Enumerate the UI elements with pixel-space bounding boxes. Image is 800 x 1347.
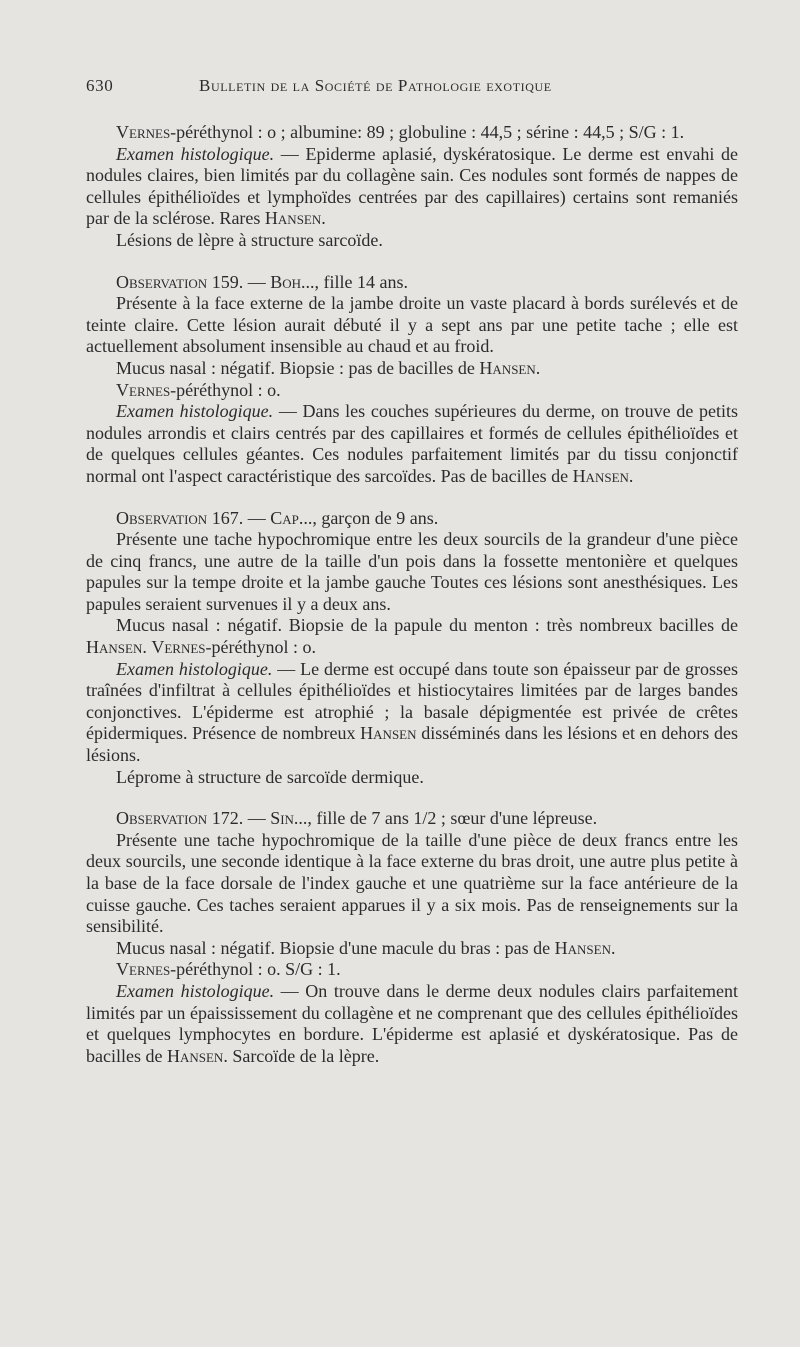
patient-name: Cap xyxy=(270,507,299,528)
section-heading: Examen histologique. xyxy=(116,658,273,679)
text-run: ..., fille de 7 ans 1/2 ; sœur d'une lépreuse. xyxy=(293,808,598,829)
paragraph xyxy=(86,380,738,402)
text-run: — Epiderme aplasié, dyskératosique. Le derme est envahi de nodules claires, bien limités par du collagène sain. Ces nodules sont formés de nappes de cellules épithélioïdes et lymphoïdes centrées par des capillaires) certains sont remaniés par de la sclérose. Rares xyxy=(86,143,738,229)
text-run: . xyxy=(610,937,616,958)
text-run: — On trouve dans le derme deux nodules clairs parfaitement limités par un épaississement du collagène et ne comprenant que des cellules épithélioïdes et quelques lymphocytes en bordure. L'épiderme est aplasié et dyskératosique. Pas de bacilles de xyxy=(86,980,738,1066)
text-run: 172. — xyxy=(207,808,271,829)
text-run: . xyxy=(535,357,541,378)
author-name: Hansen xyxy=(86,637,143,658)
text-run: -péréthynol : o ; albumine: 89 ; globuline : 44,5 ; sérine : 44,5 ; S/G : 1. xyxy=(170,122,685,142)
observation-heading xyxy=(86,508,738,530)
text-run: -péréthynol : o. S/G : 1. xyxy=(170,959,341,980)
paragraph xyxy=(86,659,738,767)
author-name: Hansen xyxy=(479,357,536,378)
text-run: Mucus nasal : négatif. Biopsie d'une macule du bras : pas de xyxy=(116,937,555,958)
author-name: Hansen xyxy=(166,1045,224,1066)
text-run: — Le derme est occupé dans toute son épaisseur par de grosses traînées d'infiltrat à cellules épithélioïdes et histiocytaires limitées par de larges bandes conjonctives. L'épiderme est atrophié ; la basale dépigmentée est privée de crêtes épidermiques. Présence de nombreux xyxy=(86,658,738,744)
text-run: Présente une tache hypochromique entre les deux sourcils de la grandeur d'une pièce de cinq francs, une autre de la taille d'un pois dans la fossette mentonière et quelques papules sur la tempe droite et la jambe gauche Toutes ces lésions sont anesthésiques. Les papules seraient survenues il y a deux ans. xyxy=(86,529,738,614)
paragraph xyxy=(86,358,738,380)
paragraph xyxy=(86,529,738,615)
paragraph xyxy=(86,293,738,358)
author-name: Hansen xyxy=(554,937,611,958)
author-name: Vernes xyxy=(151,637,206,658)
text-run: disséminés dans les lésions et en dehors des lésions. xyxy=(86,723,738,766)
paragraph xyxy=(86,144,738,230)
text-run: Mucus nasal : négatif. Biopsie : pas de bacilles de xyxy=(116,357,480,378)
author-name: Vernes xyxy=(116,379,171,400)
text-run: Présente à la face externe de la jambe droite un vaste placard à bords surélevés et de teinte claire. Cette lésion aurait débuté il y a sept ans par une petite tache ; elle est actuellement absolument insensible au chaud et au froid. xyxy=(86,293,738,357)
paragraph xyxy=(86,230,738,252)
author-name: Hansen xyxy=(572,465,629,486)
text-run: . xyxy=(142,637,152,658)
text-run: Présente une tache hypochromique de la taille d'une pièce de deux francs entre les deux sourcils, une seconde identique à la face externe du bras droit, une autre plus petite à la base de la face dorsale de l'index gauche et une quatrième sur la face antérieure de la cuisse gauche. Ces taches seraient apparues il y a six mois. Pas de renseignements sur la sensibilité. xyxy=(86,829,738,937)
paragraph xyxy=(86,401,738,487)
observation-label: Observation xyxy=(116,271,208,292)
paragraph xyxy=(86,767,738,789)
journal-title: Bulletin de la Société de Pathologie exotique xyxy=(199,76,552,95)
text-run: . Sarcoïde de la lèpre. xyxy=(223,1045,380,1066)
observation-label: Observation xyxy=(116,507,208,528)
patient-name: Boh xyxy=(270,271,301,292)
author-name: Hansen xyxy=(360,723,417,744)
text-run: 167. — xyxy=(207,507,271,528)
text-run: Lésions de lèpre à structure sarcoïde. xyxy=(116,229,383,250)
author-name: Vernes xyxy=(116,959,171,980)
text-run: ..., fille 14 ans. xyxy=(300,271,408,292)
text-run: 159. — xyxy=(207,271,271,292)
section-heading: Examen histologique. xyxy=(116,980,275,1001)
observation-heading xyxy=(86,808,738,830)
section-heading: Examen histologique. xyxy=(116,401,274,422)
paragraph xyxy=(86,830,738,938)
author-name: Hansen xyxy=(264,208,322,229)
text-run: — Dans les couches supérieures du derme, on trouve de petits nodules arrondis et clairs centrés par des capillaires et formés de cellules épithélioïdes et de quelques cellules géantes. Ces nodules parfaitement limités par du tissu conjonctif normal ont l'aspect caractéristique des sarcoïdes. Pas de bacilles de xyxy=(86,401,738,486)
text-run: -péréthynol : o. xyxy=(170,379,281,400)
patient-name: Sin xyxy=(270,808,294,829)
paragraph xyxy=(86,938,738,960)
author-name: Vernes xyxy=(116,122,171,142)
section-heading: Examen histologique. xyxy=(116,143,275,164)
paragraph xyxy=(86,981,738,1067)
paragraph xyxy=(86,122,738,144)
paragraph xyxy=(86,959,738,981)
text-run: . xyxy=(321,208,326,229)
observation-label: Observation xyxy=(116,808,208,829)
text-run: -péréthynol : o. xyxy=(205,637,316,658)
text-run: . xyxy=(628,465,634,486)
body-text xyxy=(86,122,738,1067)
text-run: Mucus nasal : négatif. Biopsie de la papule du menton : très nombreux bacilles de xyxy=(116,615,738,636)
page-number: 630 xyxy=(86,76,114,95)
text-run: ..., garçon de 9 ans. xyxy=(298,507,439,528)
paragraph xyxy=(86,615,738,658)
text-run: Léprome à structure de sarcoïde dermique. xyxy=(116,766,424,787)
observation-heading xyxy=(86,272,738,294)
